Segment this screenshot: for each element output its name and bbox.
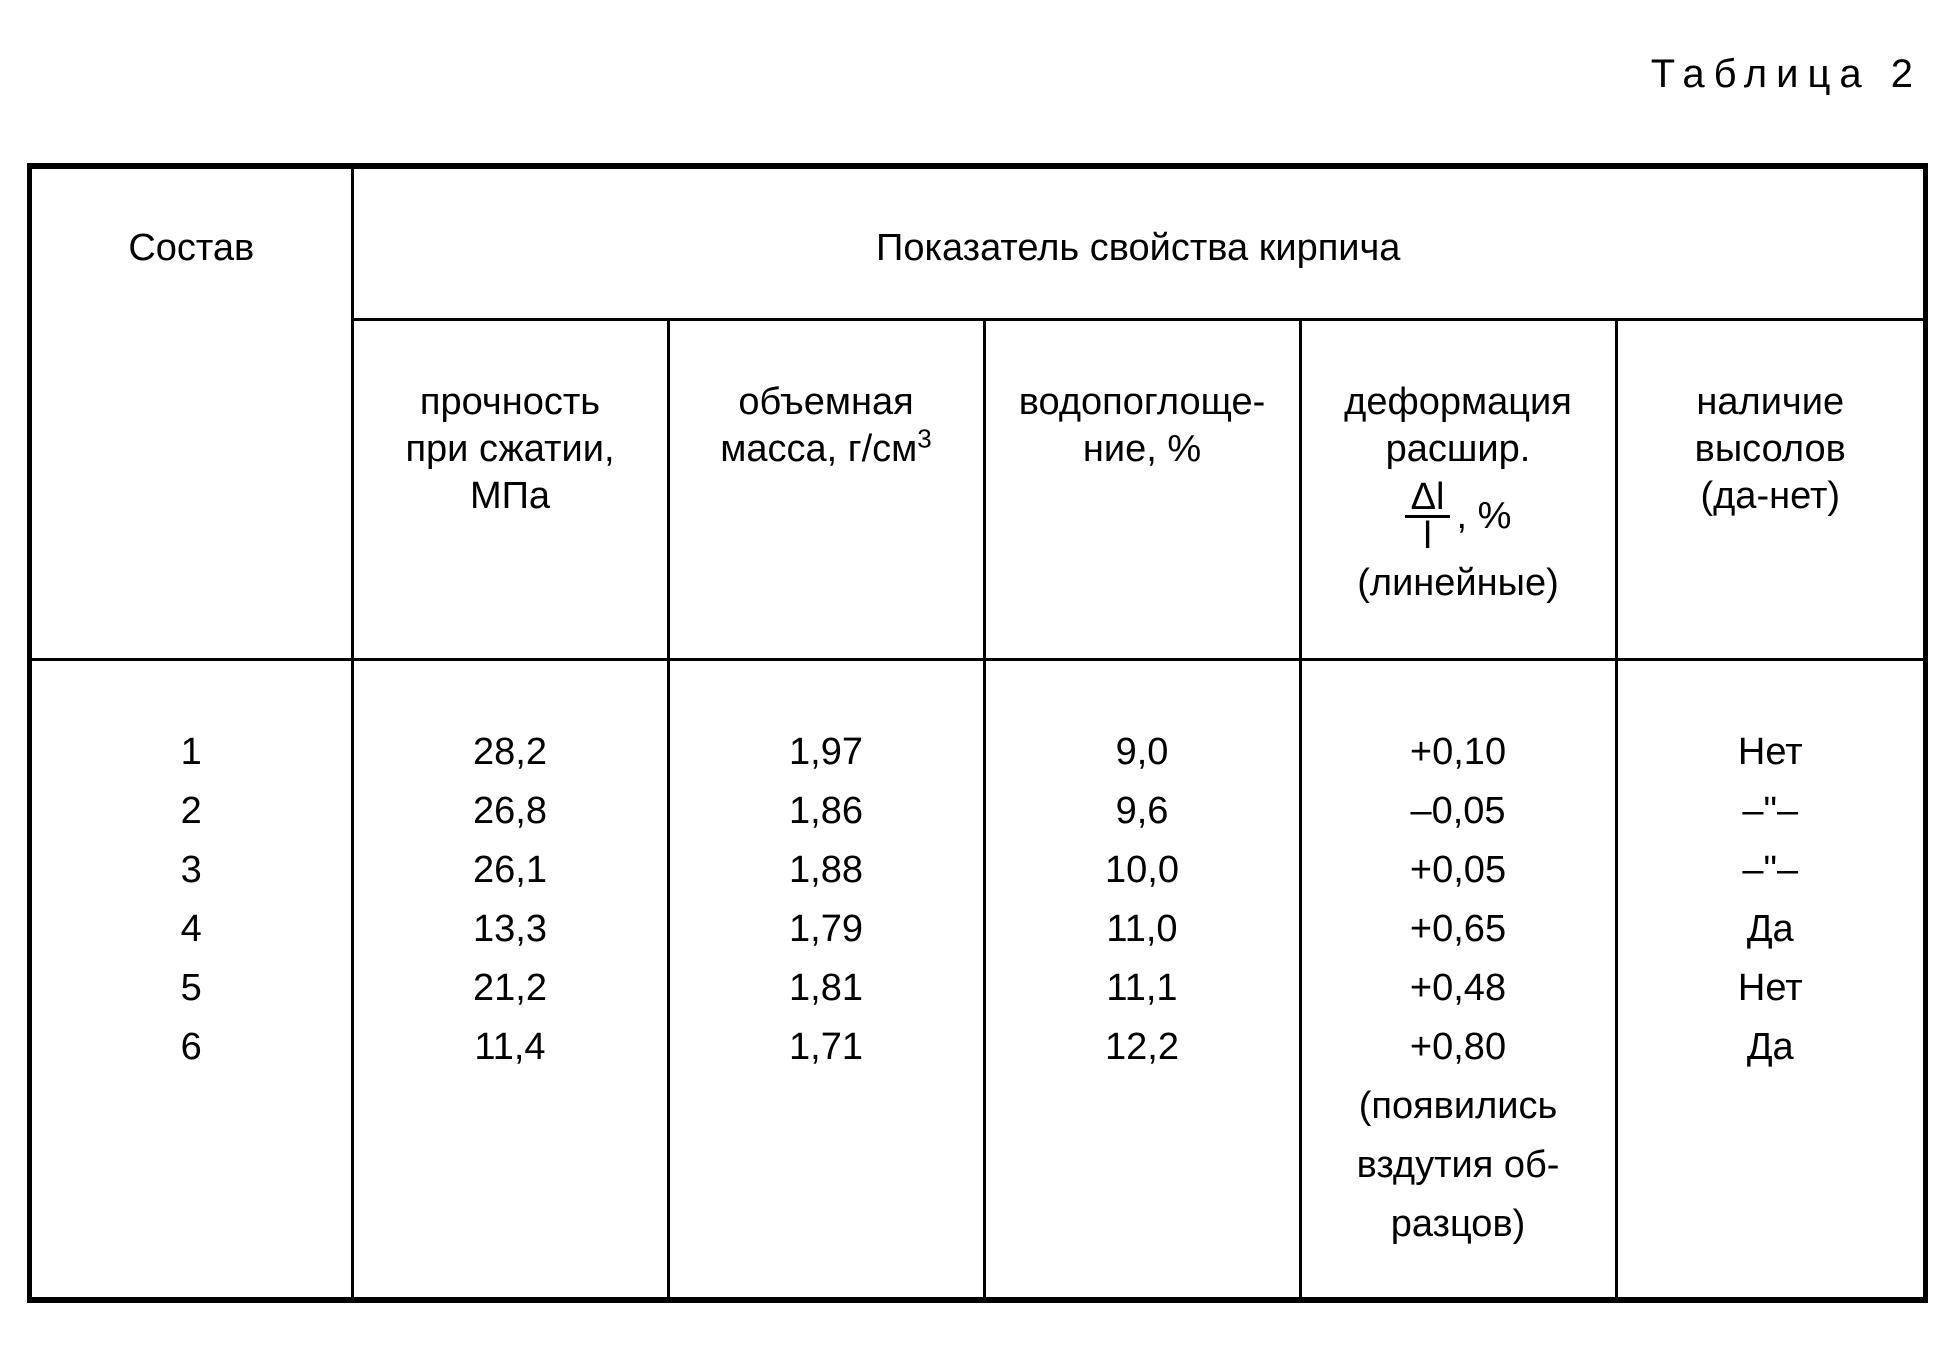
table-cell: 10,0 xyxy=(1105,848,1179,891)
fraction xyxy=(1405,475,1451,557)
deformation-column xyxy=(1300,659,1616,1297)
header-line: наличие xyxy=(1696,380,1845,423)
property-group-header: Показатель свойства кирпича xyxy=(352,169,1923,319)
table-cell: 26,8 xyxy=(473,789,547,832)
table-cell: +0,48 xyxy=(1409,966,1507,1009)
table-cell: –"– xyxy=(1742,789,1799,832)
note-line: (появились xyxy=(1358,1084,1558,1127)
table-cell: 11,4 xyxy=(474,1025,546,1068)
table-cell: 1,81 xyxy=(789,966,863,1009)
table-cell: +0,80 xyxy=(1409,1025,1507,1068)
header-line: ние, % xyxy=(1082,427,1202,470)
note-line: вздутия об- xyxy=(1356,1143,1560,1186)
header-line: при сжатии, xyxy=(405,427,615,470)
absorption-column xyxy=(984,659,1300,1297)
table-cell: 1,71 xyxy=(789,1025,863,1068)
table-cell: 1 xyxy=(180,730,202,773)
table-cell: 12,2 xyxy=(1105,1025,1179,1068)
header-line: масса, г/см xyxy=(720,427,918,470)
table-cell: 5 xyxy=(180,966,202,1009)
absorption-header xyxy=(984,319,1300,659)
strength-column xyxy=(352,659,668,1297)
density-column xyxy=(668,659,984,1297)
table-cell: 11,0 xyxy=(1106,907,1178,950)
table-cell: 9,6 xyxy=(1115,789,1169,832)
properties-table xyxy=(27,163,1928,1303)
deformation-header xyxy=(1300,319,1616,659)
table-cell: Да xyxy=(1746,1025,1794,1068)
table-cell: Да xyxy=(1746,907,1794,950)
table-cell: Нет xyxy=(1737,730,1803,773)
table-cell: 1,97 xyxy=(789,730,863,773)
table-cell: 9,0 xyxy=(1115,730,1169,773)
table-cell: 1,86 xyxy=(789,789,863,832)
header-line: прочность xyxy=(419,380,601,423)
table-cell: 26,1 xyxy=(473,848,547,891)
table-cell: 1,79 xyxy=(789,907,863,950)
fraction-denominator: l xyxy=(1423,514,1432,557)
table-cell: 4 xyxy=(180,907,202,950)
header-line: (да-нет) xyxy=(1700,474,1841,517)
header-line: расшир. xyxy=(1385,427,1531,470)
table-cell: –0,05 xyxy=(1410,789,1506,832)
table-cell: 21,2 xyxy=(473,966,547,1009)
table-cell: 13,3 xyxy=(473,907,547,950)
table-cell: 1,88 xyxy=(789,848,863,891)
header-line: (линейные) xyxy=(1357,561,1559,604)
table-cell: 28,2 xyxy=(473,730,547,773)
strength-header xyxy=(352,319,668,659)
note-line: разцов) xyxy=(1390,1202,1526,1245)
table-cell: +0,10 xyxy=(1409,730,1507,773)
efflorescence-column xyxy=(1616,659,1923,1297)
header-line: водопоглоще- xyxy=(1018,380,1266,423)
fraction-numerator: Δl xyxy=(1405,479,1451,518)
table-cell: +0,65 xyxy=(1409,907,1507,950)
header-line: объемная xyxy=(738,380,914,423)
table-cell: +0,05 xyxy=(1409,848,1507,891)
table-cell: 3 xyxy=(180,848,202,891)
deformation-note xyxy=(1302,1077,1615,1254)
composition-header: Состав xyxy=(32,169,352,659)
density-header xyxy=(668,319,984,659)
header-line: высолов xyxy=(1694,427,1846,470)
table-cell: 2 xyxy=(180,789,202,832)
header-line: деформация xyxy=(1344,380,1572,423)
efflorescence-header xyxy=(1616,319,1923,659)
table-cell: 6 xyxy=(180,1025,202,1068)
table-caption: Таблица 2 xyxy=(1650,52,1922,96)
composition-column xyxy=(32,659,352,1297)
table-cell: Нет xyxy=(1737,966,1803,1009)
header-line: МПа xyxy=(469,474,551,517)
table-cell: –"– xyxy=(1742,848,1799,891)
fraction-tail: , % xyxy=(1456,494,1512,537)
superscript: 3 xyxy=(917,422,932,453)
table-cell: 11,1 xyxy=(1106,966,1178,1009)
